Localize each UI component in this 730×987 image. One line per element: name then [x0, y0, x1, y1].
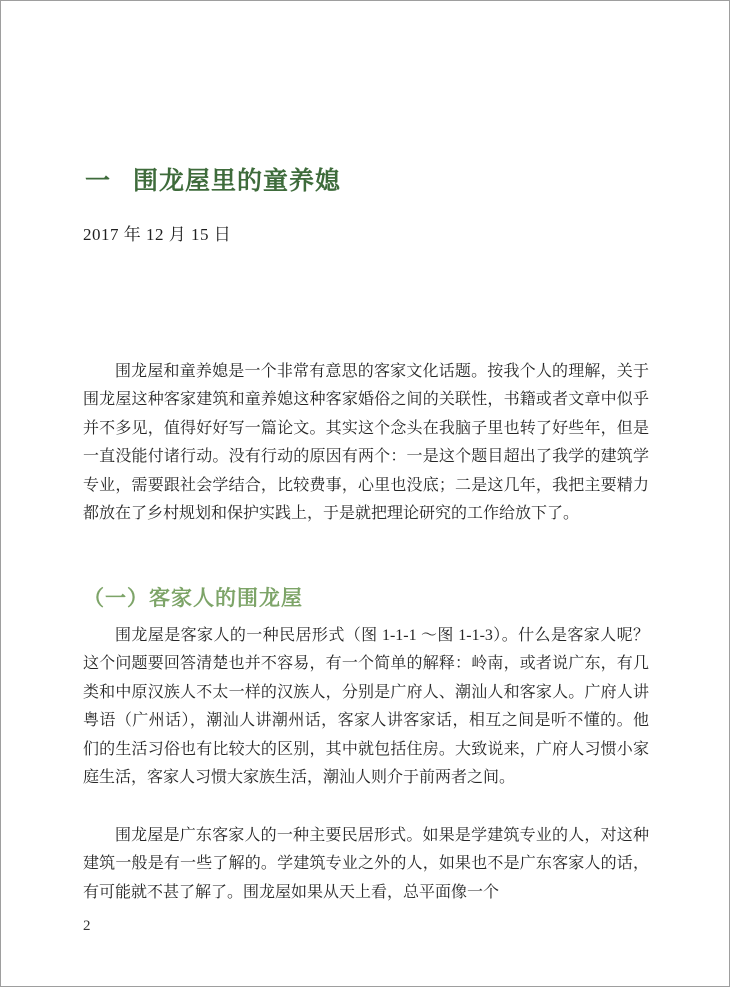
chapter-number: 一: [85, 168, 112, 195]
section-paragraph-2: 围龙屋是广东客家人的一种主要民居形式。如果是学建筑专业的人，对这种建筑一般是有一些了解的。学建筑专业之外的人，如果也不是广东客家人的话，有可能就不甚了解了。围龙屋如果从天上看，总平面像一个: [83, 827, 649, 901]
date-line: 2017 年 12 月 15 日: [83, 225, 232, 244]
intro-paragraph: 围龙屋和童养媳是一个非常有意思的客家文化话题。按我个人的理解，关于围龙屋这种客家建筑和童养媳这种客家婚俗之间的关联性，书籍或者文章中似乎并不多见，值得好好写一篇论文。其实这个念头在我脑子里也转了好些年，但是一直没能付诸行动。没有行动的原因有两个：一是这个题目超出了我学的建筑学专业，需要跟社会学结合，比较费事，心里也没底；二是这几年，我把主要精力都放在了乡村规划和保护实践上，于是就把理论研究的工作给放下了。: [83, 363, 649, 523]
chapter-title: [85, 167, 341, 197]
section-paragraph-1: 围龙屋是客家人的一种民居形式（图 1-1-1 ～图 1-1-3）。什么是客家人呢？这个问题要回答清楚也并不容易，有一个简单的解释：岭南，或者说广东，有几类和中原汉族人不太一样的汉族人，分别是广府人、潮汕人和客家人。广府人讲粤语（广州话），潮汕人讲潮州话，客家人讲客家话，相互之间是听不懂的。他们的生活习俗也有比较大的区别，其中就包括住房。大致说来，广府人习惯小家庭生活，客家人习惯大家族生活，潮汕人则介于前两者之间。: [83, 627, 649, 787]
chapter-title-text: 围龙屋里的童养媳: [133, 168, 342, 195]
section-heading: （一）客家人的围龙屋: [83, 587, 303, 610]
page-number: 2: [83, 918, 91, 934]
